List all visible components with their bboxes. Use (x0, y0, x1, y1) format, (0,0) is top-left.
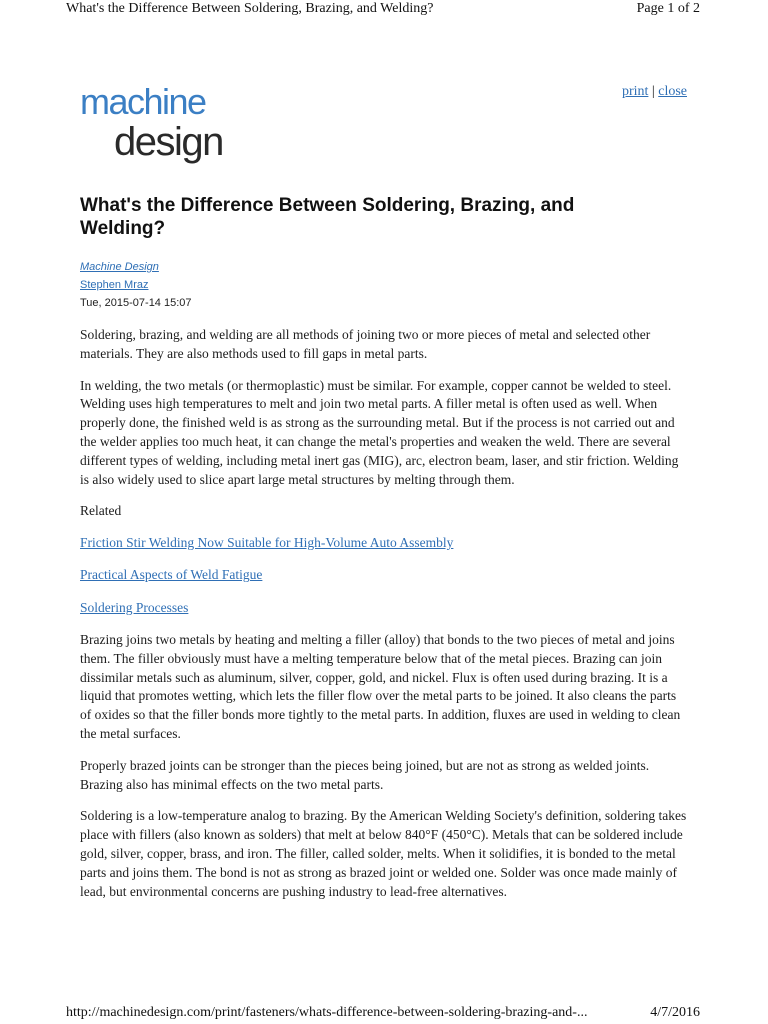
source-link[interactable]: Machine Design (80, 261, 159, 273)
related-link-weld-fatigue[interactable]: Practical Aspects of Weld Fatigue (80, 567, 263, 583)
related-heading: Related (80, 503, 122, 519)
print-footer-url: http://machinedesign.com/print/fasteners/whats-difference-between-soldering-brazing-and-... (66, 1005, 588, 1020)
machine-design-logo (80, 81, 250, 170)
print-footer (66, 1005, 700, 1023)
paragraph: In welding, the two metals (or thermoplastic) must be similar. For example, copper cannot be welded to steel. Welding uses high temperatures to melt and join two metal parts. A filler metal is often used as well. When properly done, the finished weld is as strong as the surrounding metal. But if the process is not carried out and the welder applies too much heat, it can change the metal's properties and weaken the weld. There are several different types of welding, including metal inert gas (MIG), arc, electron beam, laser, and stir friction. Welding is also widely used to slice apart large metal structures by melting through them. (80, 377, 679, 487)
paragraph: Properly brazed joints can be stronger than the pieces being joined, but are not as strong as welded joints. Brazing also has minimal effects on the two metal parts. (80, 757, 650, 792)
related-link-soldering-processes[interactable]: Soldering Processes (80, 599, 189, 615)
related-link-friction-stir-welding[interactable]: Friction Stir Welding Now Suitable for High-Volume Auto Assembly (80, 535, 454, 551)
print-header (66, 0, 700, 18)
author-link[interactable]: Stephen Mraz (80, 279, 149, 291)
article-title: What's the Difference Between Soldering, Brazing, and Welding? (80, 195, 575, 239)
publish-date: Tue, 2015-07-14 15:07 (80, 297, 192, 309)
print-header-title: What's the Difference Between Soldering, Brazing, and Welding? (66, 1, 434, 16)
close-link[interactable]: close (658, 84, 687, 99)
logo-word-design: design (114, 120, 223, 164)
article-meta (80, 258, 192, 312)
print-header-page-number: Page 1 of 2 (636, 1, 700, 16)
print-footer-date: 4/7/2016 (650, 1005, 700, 1020)
article-body (80, 326, 690, 914)
paragraph: Soldering is a low-temperature analog to brazing. By the American Welding Society's definition, soldering takes place with fillers (also known as solders) that melt at below 840°F (450°C). Metals that can be soldered include gold, silver, copper, brass, and iron. The filler, called solder, melts. When it solidifies, it is bonded to the metal parts and joins them. The bond is not as strong as brazed joint or welded one. Solder was once made mainly of lead, but environmental concerns are pushing industry to lead-free alternatives. (80, 808, 687, 899)
paragraph: Brazing joins two metals by heating and melting a filler (alloy) that bonds to the two pieces of metal and joins them. The filler obviously must have a melting temperature below that of the metal pieces. Brazing can join dissimilar metals such as aluminum, silver, copper, gold, and nickel. Flux is often used during brazing. It is a liquid that promotes wetting, which lets the filler flow over the metal parts to be joined. It also cleans the parts of oxides so that the filler bonds more tightly to the metal parts. In addition, fluxes are used in welding to clean the metal surfaces. (80, 632, 681, 742)
link-separator: | (648, 84, 659, 99)
paragraph: Soldering, brazing, and welding are all methods of joining two or more pieces of metal and selected other materials. They are also methods used to fill gaps in metal parts. (80, 327, 651, 361)
print-link[interactable]: print (621, 84, 649, 99)
logo-word-machine: machine (80, 81, 206, 122)
print-close-links (622, 84, 687, 100)
